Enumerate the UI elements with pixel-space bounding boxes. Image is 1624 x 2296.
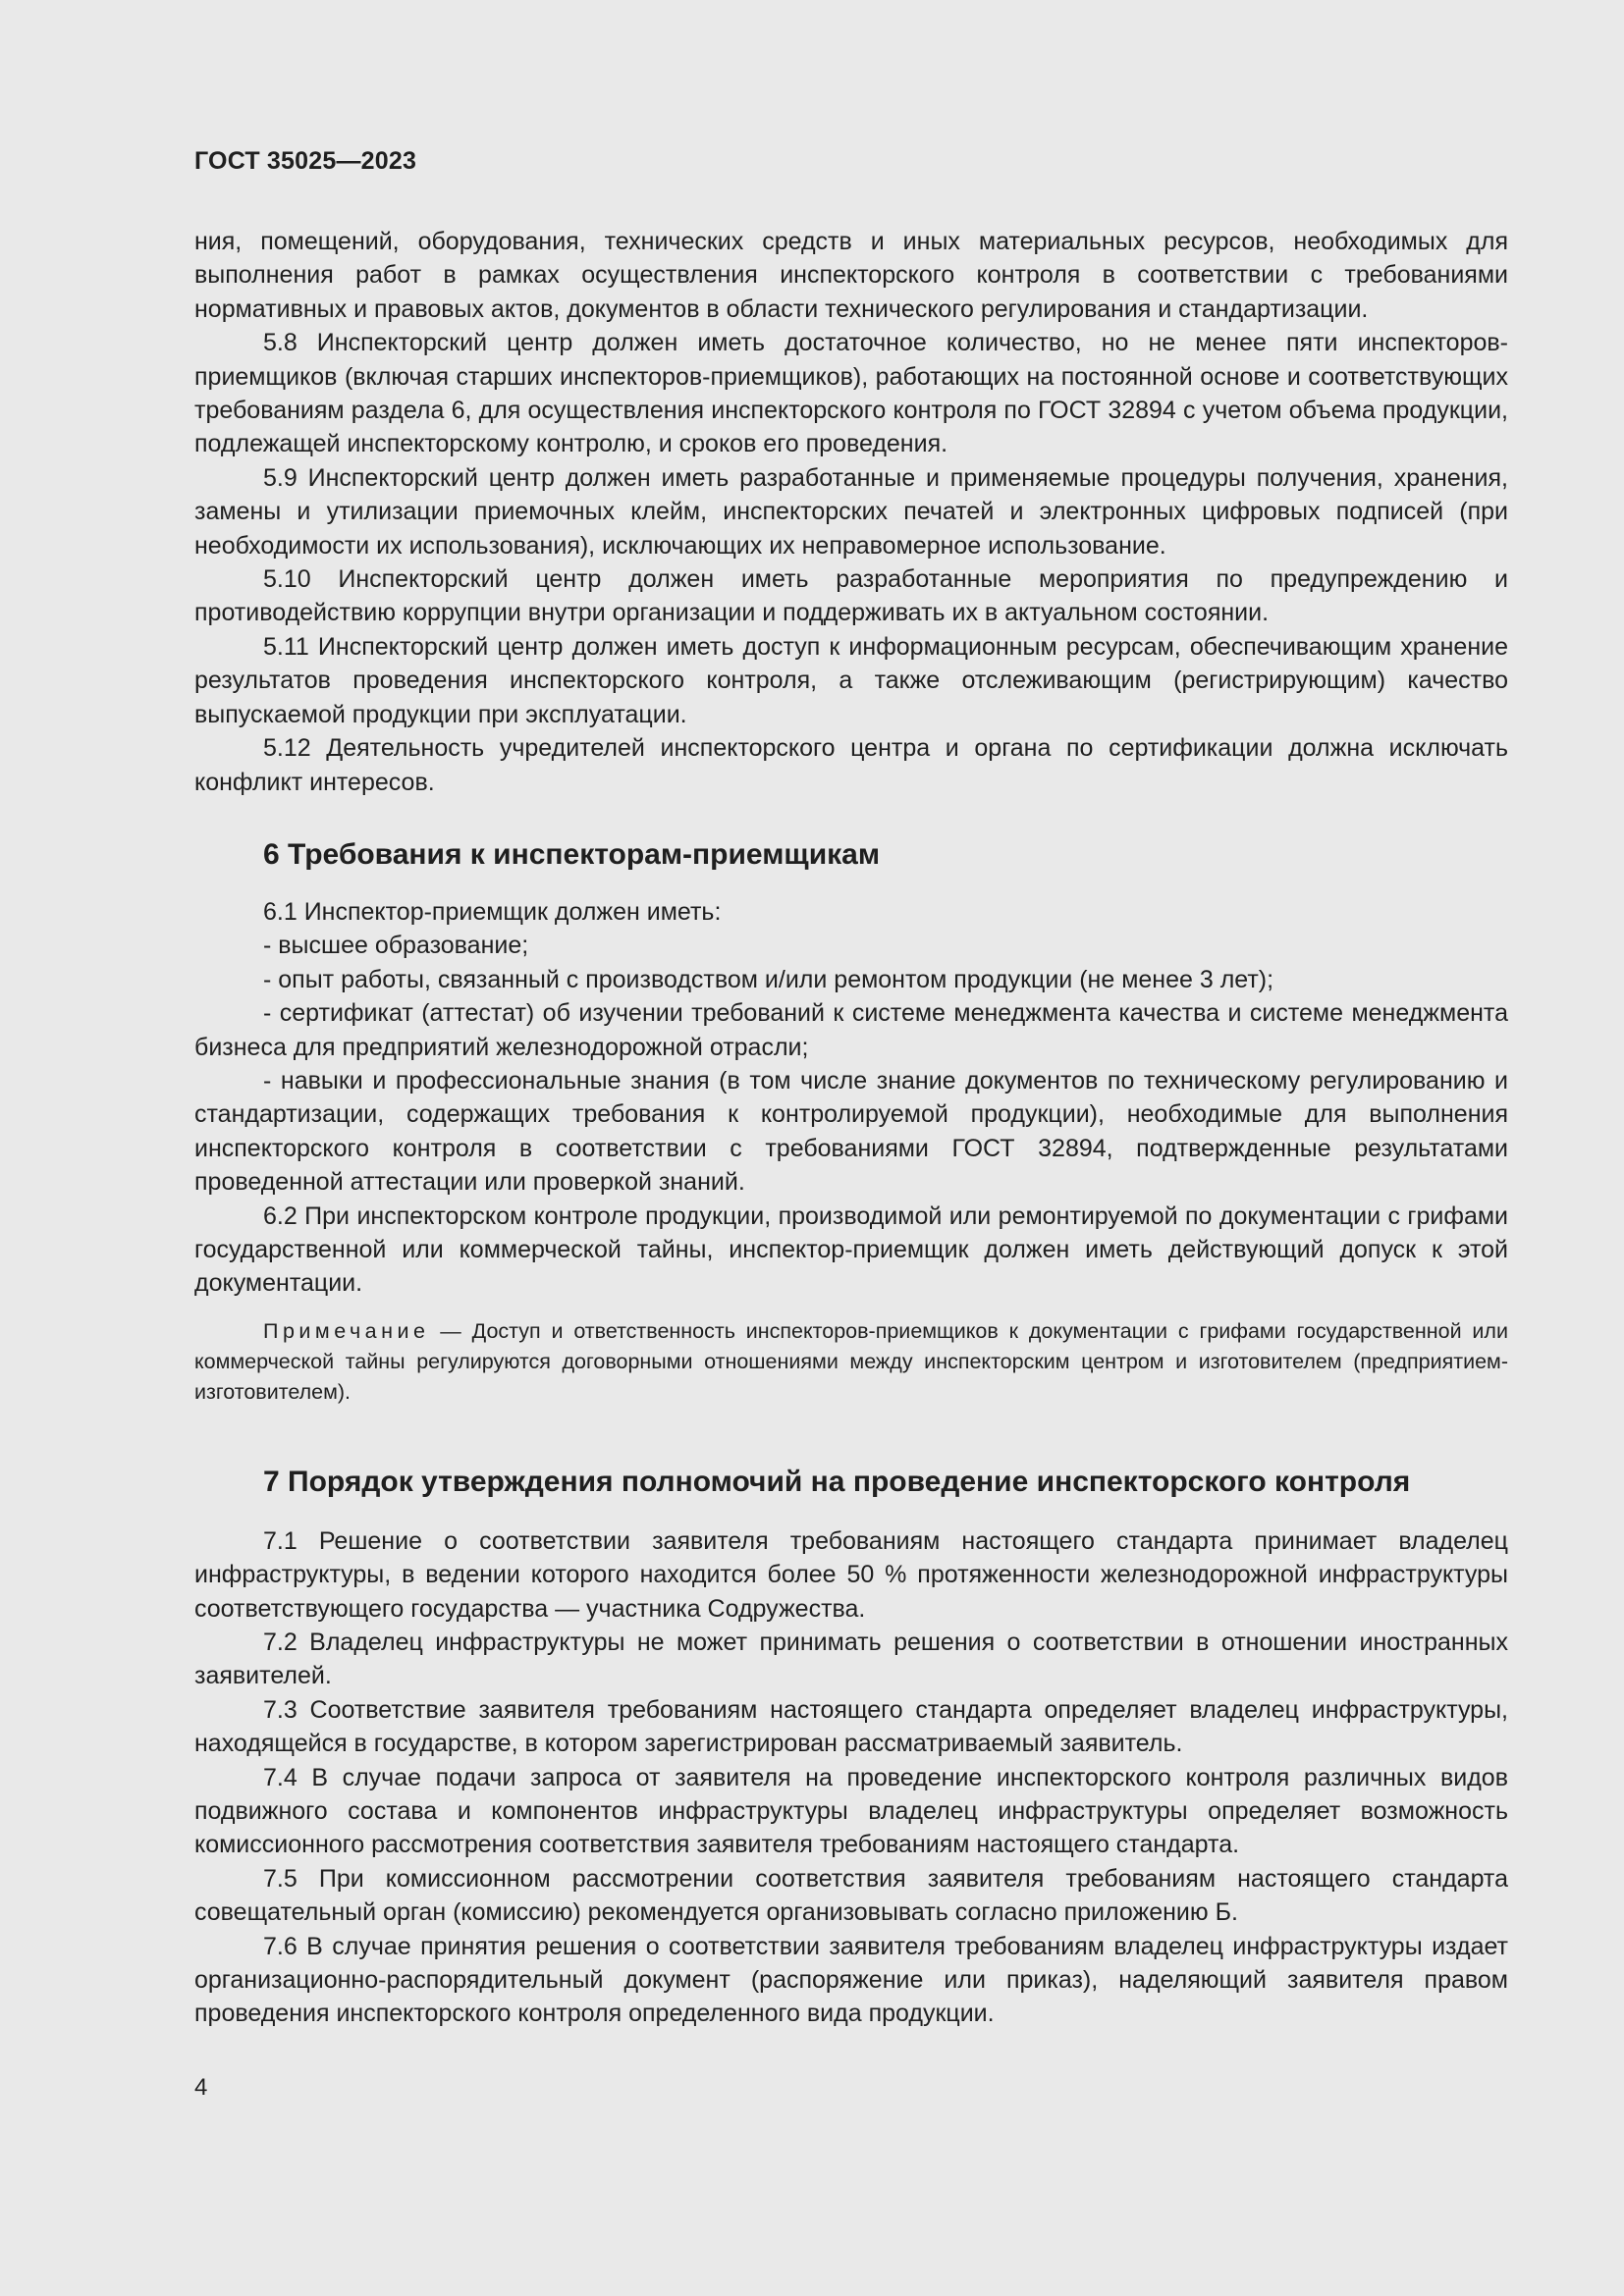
section-7-title: 7 Порядок утверждения полномочий на проведение инспекторского контроля [263,1465,1411,1498]
paragraph-5-9: 5.9 Инспекторский центр должен иметь разработанные и применяемые процедуры получения, хранения, замены и утилизации приемочных клейм, инспекторских печатей и электронных цифровых подписей (при необходимости их использования), исключающих их неправомерное использование. [194,463,1508,560]
list-item-education: - высшее образование; [263,932,529,960]
document-header-id: ГОСТ 35025—2023 [194,147,417,175]
note-label: Примечание [263,1318,430,1343]
paragraph-5-11: 5.11 Инспекторский центр должен иметь доступ к информационным ресурсам, обеспечивающим хранение результатов проведения инспекторского контроля, а также отслеживающим (регистрирующим) качество выпускаемой продукции при эксплуатации. [194,632,1508,728]
paragraph-7-3: 7.3 Соответствие заявителя требованиям настоящего стандарта определяет владелец инфраструктуры, находящейся в государстве, в котором зарегистрирован рассматриваемый заявитель. [194,1695,1508,1758]
paragraph-7-1: 7.1 Решение о соответствии заявителя требованиям настоящего стандарта принимает владелец инфраструктуры, в ведении которого находится более 50 % протяженности железнодорожной инфраструктуры соответствующего государства — участника Содружества. [194,1526,1508,1623]
paragraph-7-2: 7.2 Владелец инфраструктуры не может принимать решения о соответствии в отношении иностранных заявителей. [194,1629,1508,1690]
paragraph-continuation: ния, помещений, оборудования, технических средств и иных материальных ресурсов, необходимых для выполнения работ в рамках осуществления инспекторского контроля в соответствии с требованиями нормативных и правовых актов, документов в области технического регулирования и стандартизации. [194,228,1508,323]
paragraph-5-8: 5.8 Инспекторский центр должен иметь достаточное количество, но не менее пяти инспекторов-приемщиков (включая старших инспекторов-приемщиков), работающих на постоянной основе и соответствующих требованиям раздела 6, для осуществления инспекторского контроля по ГОСТ 32894 с учетом объема продукции, подлежащей инспекторскому контролю, и сроков его проведения. [194,329,1508,458]
paragraph-6-2: 6.2 При инспекторском контроле продукции, производимой или ремонтируемой по документации с грифами государственной или коммерческой тайны, инспектор-приемщик должен иметь действующий допуск к этой документации. [194,1201,1508,1298]
page-number: 4 [194,2074,208,2101]
paragraph-6-1: 6.1 Инспектор-приемщик должен иметь: [263,897,722,926]
list-item-skills: - навыки и профессиональные знания (в том числе знание документов по техническому регулированию и стандартизации, содержащих требования к контролируемой продукции), необходимые для выполнения инспекторского контроля в соответствии с требованиями ГОСТ 32894, подтвержденные результатами проведенной аттестации или проверкой знаний. [194,1066,1508,1197]
list-item-experience: - опыт работы, связанный с производством и/или ремонтом продукции (не менее 3 лет); [263,965,1274,993]
paragraph-7-4: 7.4 В случае подачи запроса от заявителя на проведение инспекторского контроля различных видов подвижного состава и компонентов инфраструктуры владелец инфраструктуры определяет возможность комиссионного рассмотрения соответствия заявителя требованиям настоящего стандарта. [194,1763,1508,1859]
paragraph-7-6: 7.6 В случае принятия решения о соответствии заявителя требованиям владелец инфраструктуры издает организационно-распорядительный документ (распоряжение или приказ), наделяющий заявителя правом проведения инспекторского контроля определенного вида продукции. [194,1932,1508,2028]
paragraph-5-10: 5.10 Инспекторский центр должен иметь разработанные мероприятия по предупреждению и противодействию коррупции внутри организации и поддерживать их в актуальном состоянии. [194,565,1508,627]
note-text: — Доступ и ответственность инспекторов-приемщиков к документации с грифами государственной или коммерческой тайны регулируются договорными отношениями между инспекторским центром и изготовителем (предприятием-изготовителем). [194,1318,1508,1404]
paragraph-5-12: 5.12 Деятельность учредителей инспекторского центра и органа по сертификации должна исключать конфликт интересов. [194,734,1508,796]
section-6-title: 6 Требования к инспекторам-приемщикам [263,837,881,871]
paragraph-7-5: 7.5 При комиссионном рассмотрении соответствия заявителя требованиям настоящего стандарта совещательный орган (комиссию) рекомендуется организовывать согласно приложению Б. [194,1864,1508,1927]
page-content [194,225,1508,2031]
list-item-certificate: - сертификат (аттестат) об изучении требований к системе менеджмента качества и системе менеджмента бизнеса для предприятий железнодорожной отрасли; [194,999,1508,1061]
note [194,1316,1508,1408]
